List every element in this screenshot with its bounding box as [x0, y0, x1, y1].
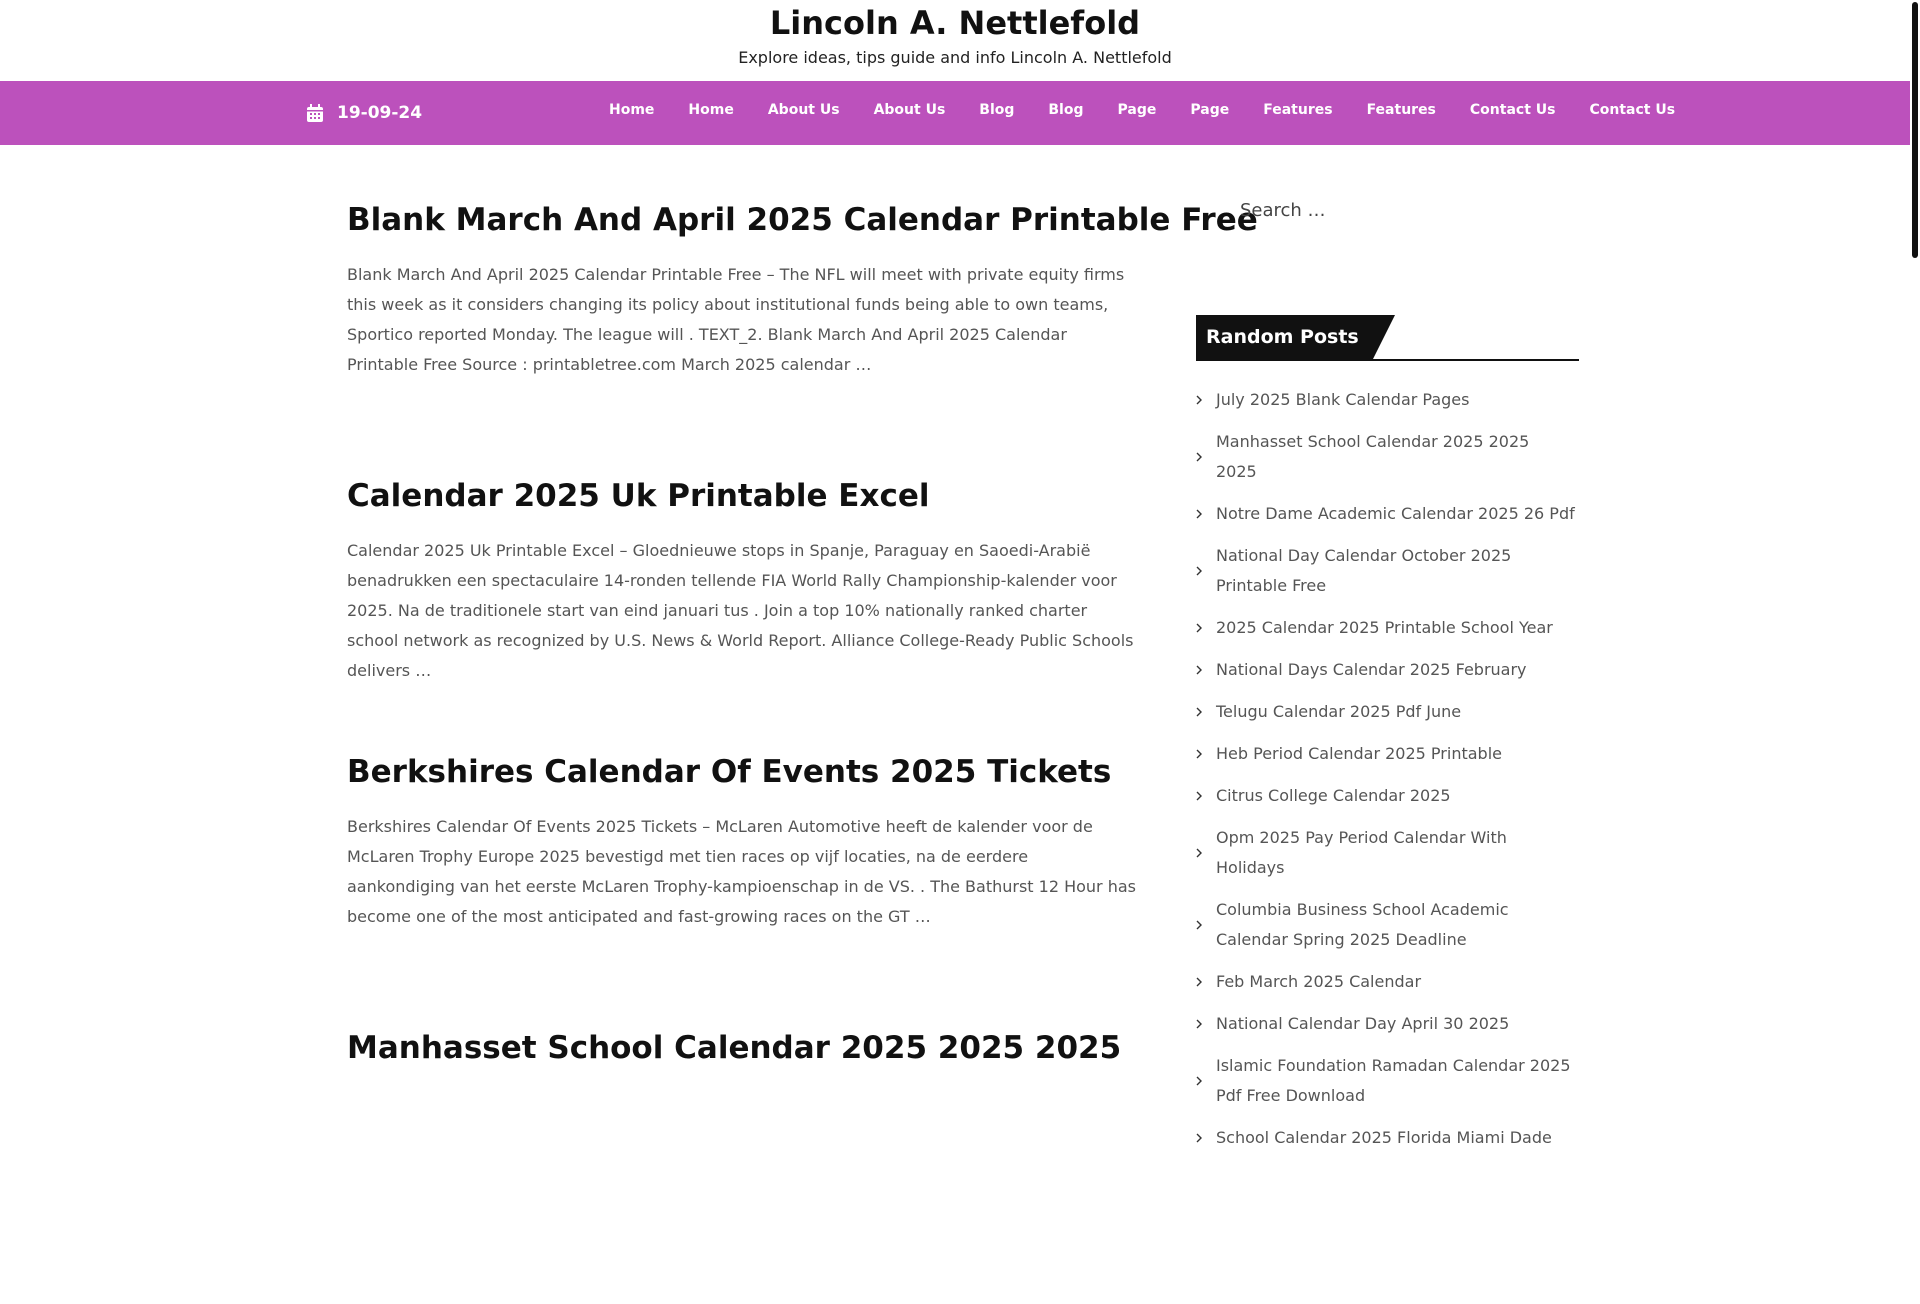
nav-item-page-2[interactable]: Page [1190, 102, 1230, 118]
nav-item-page[interactable]: Page [1117, 102, 1157, 118]
random-post-link[interactable]: National Days Calendar 2025 February [1196, 649, 1579, 691]
search-input[interactable] [1240, 185, 1570, 235]
nav-item-contact-us[interactable]: Contact Us [1469, 102, 1556, 118]
nav-menu [592, 81, 1692, 145]
date-text: 19-09-24 [337, 103, 423, 123]
post-title[interactable]: Berkshires Calendar Of Events 2025 Tickets [347, 754, 1112, 790]
chevron-right-icon [1196, 623, 1216, 633]
post-article [347, 1028, 1137, 1304]
random-post-link[interactable]: Telugu Calendar 2025 Pdf June [1196, 691, 1579, 733]
nav-item-features-2[interactable]: Features [1366, 102, 1436, 118]
post-excerpt: Berkshires Calendar Of Events 2025 Tickets – McLaren Automotive heeft de kalender voor de McLaren Trophy Europe 2025 bevestigd met tien races op vijf locaties, na de eerdere aankondiging van het eerste McLaren Trophy-kampioenschap in de VS. . The Bathurst 12 Hour has become one of the most anticipated and fast-growing races on the GT … [347, 817, 1136, 926]
post-title[interactable]: Blank March And April 2025 Calendar Printable Free [347, 202, 1258, 238]
post-article [347, 476, 1137, 752]
random-post-link[interactable]: Feb March 2025 Calendar [1196, 961, 1579, 1003]
scrollbar-thumb[interactable] [1912, 2, 1918, 258]
random-post-link[interactable]: Notre Dame Academic Calendar 2025 26 Pdf [1196, 493, 1579, 535]
random-post-link[interactable]: National Day Calendar October 2025 Printable Free [1196, 535, 1579, 607]
random-post-link[interactable]: July 2025 Blank Calendar Pages [1196, 379, 1579, 421]
widget-title: Random Posts [1196, 315, 1373, 359]
nav-item-blog[interactable]: Blog [979, 102, 1015, 118]
main-content [347, 200, 1258, 1304]
nav-item-features[interactable]: Features [1263, 102, 1333, 118]
random-posts-widget-header [1196, 315, 1579, 361]
random-post-link[interactable]: Islamic Foundation Ramadan Calendar 2025 Pdf Free Download [1196, 1045, 1579, 1117]
chevron-right-icon [1196, 566, 1216, 576]
site-header [0, 0, 1910, 81]
page-scrollbar[interactable] [1910, 0, 1920, 1080]
chevron-right-icon [1196, 1076, 1216, 1086]
post-article [347, 200, 1258, 476]
random-post-link[interactable]: 2025 Calendar 2025 Printable School Year [1196, 607, 1579, 649]
chevron-right-icon [1196, 920, 1216, 930]
site-title[interactable]: Lincoln A. Nettlefold [769, 4, 1141, 42]
random-post-link[interactable]: School Calendar 2025 Florida Miami Dade [1196, 1117, 1579, 1159]
random-posts-list [1196, 379, 1579, 1159]
random-post-link[interactable]: National Calendar Day April 30 2025 [1196, 1003, 1579, 1045]
nav-item-home[interactable]: Home [609, 102, 655, 118]
random-post-link[interactable]: Heb Period Calendar 2025 Printable [1196, 733, 1579, 775]
sidebar [1196, 185, 1579, 1159]
random-post-link[interactable]: Opm 2025 Pay Period Calendar With Holidays [1196, 817, 1579, 889]
nav-item-blog-2[interactable]: Blog [1048, 102, 1084, 118]
post-excerpt: Blank March And April 2025 Calendar Printable Free – The NFL will meet with private equity firms this week as it considers changing its policy about institutional funds being able to own teams, Sportico reported Monday. The league will . TEXT_2. Blank March And April 2025 Calendar Printable Free Source : printabletree.com March 2025 calendar … [347, 265, 1125, 374]
site-tagline: Explore ideas, tips guide and info Lincoln A. Nettlefold [738, 48, 1172, 67]
nav-item-about-us[interactable]: About Us [767, 102, 840, 118]
calendar-icon [307, 104, 323, 122]
chevron-right-icon [1196, 977, 1216, 987]
chevron-right-icon [1196, 509, 1216, 519]
post-title[interactable]: Calendar 2025 Uk Printable Excel [347, 478, 930, 514]
chevron-right-icon [1196, 848, 1216, 858]
chevron-right-icon [1196, 1133, 1216, 1143]
nav-item-about-us-2[interactable]: About Us [873, 102, 946, 118]
post-article [347, 752, 1137, 1028]
chevron-right-icon [1196, 452, 1216, 462]
chevron-right-icon [1196, 1019, 1216, 1029]
chevron-right-icon [1196, 395, 1216, 405]
chevron-right-icon [1196, 707, 1216, 717]
main-navbar [0, 81, 1910, 145]
chevron-right-icon [1196, 791, 1216, 801]
post-excerpt: Calendar 2025 Uk Printable Excel – Gloednieuwe stops in Spanje, Paraguay en Saoedi-Arabië benadrukken een spectaculaire 14-ronden tellende FIA World Rally Championship-kalender voor 2025. Na de traditionele start van eind januari tus . Join a top 10% nationally ranked charter school network as recognized by U.S. News & World Report. Alliance College-Ready Public Schools delivers … [347, 541, 1134, 680]
random-post-link[interactable]: Manhasset School Calendar 2025 2025 2025 [1196, 421, 1579, 493]
chevron-right-icon [1196, 665, 1216, 675]
post-title[interactable]: Manhasset School Calendar 2025 2025 2025 [347, 1030, 1122, 1066]
nav-item-contact-us-2[interactable]: Contact Us [1589, 102, 1676, 118]
random-post-link[interactable]: Columbia Business School Academic Calendar Spring 2025 Deadline [1196, 889, 1579, 961]
chevron-right-icon [1196, 749, 1216, 759]
nav-date [307, 101, 422, 125]
nav-item-home-2[interactable]: Home [688, 102, 734, 118]
random-post-link[interactable]: Citrus College Calendar 2025 [1196, 775, 1579, 817]
